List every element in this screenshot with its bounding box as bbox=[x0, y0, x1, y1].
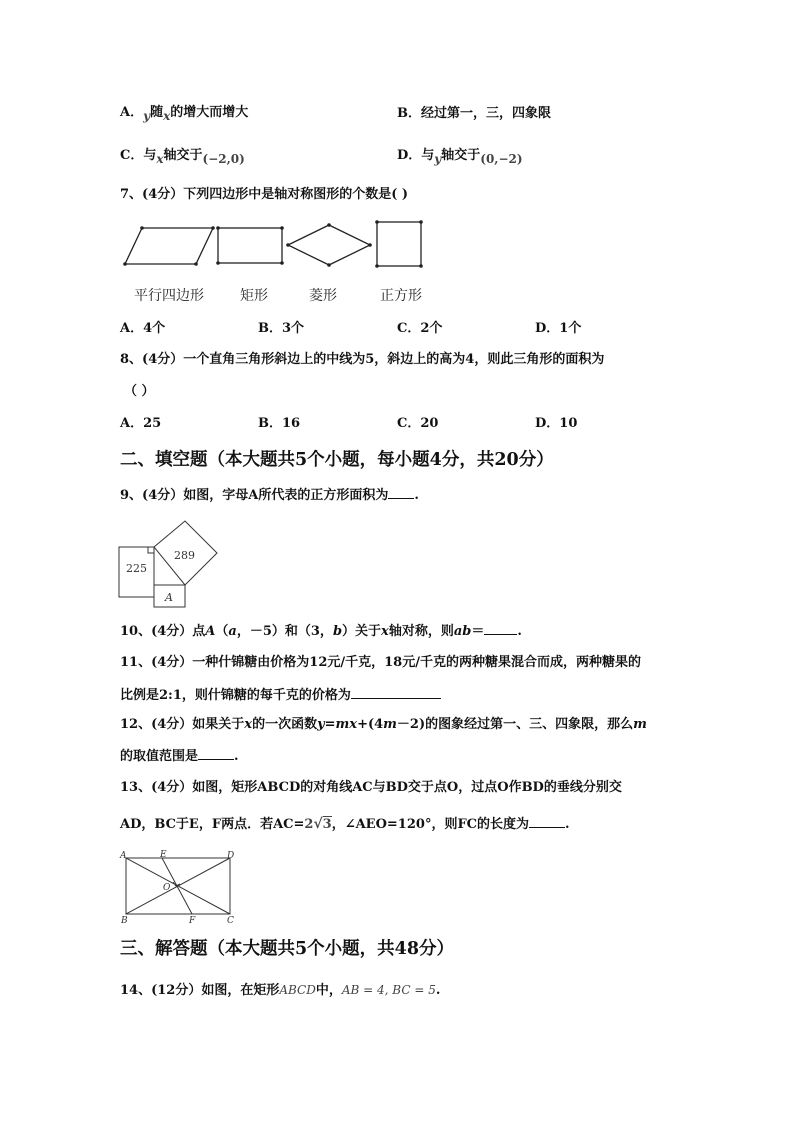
q6-option-c: C．与x轴交于(−2,0) bbox=[120, 148, 245, 166]
square-shape bbox=[377, 222, 421, 266]
q7-option-c: C．2个 bbox=[397, 321, 443, 336]
q9-stem: 9、(4分）如图，字母A所代表的正方形面积为 . bbox=[120, 488, 419, 503]
q9-blank bbox=[388, 486, 414, 499]
q7-option-b: B．3个 bbox=[258, 321, 305, 336]
q13-label-c: C bbox=[227, 916, 234, 926]
parallelogram-shape bbox=[125, 228, 213, 264]
q13-rectangle-figure bbox=[0, 848, 794, 928]
q14-stem: 14、(12分）如图，在矩形ABCD中，AB = 4, BC = 5. bbox=[120, 983, 441, 998]
rectangle-shape bbox=[218, 228, 282, 263]
caption-square: 正方形 bbox=[380, 288, 422, 304]
q13-label-b: B bbox=[121, 916, 128, 926]
q13-label-f: F bbox=[189, 916, 196, 926]
caption-parallelogram: 平行四边形 bbox=[134, 288, 204, 304]
q12-line2: 的取值范围是 . bbox=[120, 749, 239, 764]
q10-stem: 10、(4分）点A（a，－5）和（3，b）关于x轴对称，则ab＝ . bbox=[120, 624, 522, 639]
q13-line2: AD，BC于E，F两点．若AC=2√3，∠AEO=120°，则FC的长度为 . bbox=[120, 816, 570, 832]
q13-blank bbox=[529, 815, 565, 828]
q8-option-a: A．25 bbox=[120, 416, 162, 431]
q8-option-b: B．16 bbox=[258, 416, 301, 431]
section3-title: 三、解答题（本大题共5个小题，共48分） bbox=[120, 939, 455, 959]
q7-stem: 7、(4分）下列四边形中是轴对称图形的个数是( ) bbox=[120, 187, 409, 202]
section2-title: 二、填空题（本大题共5个小题，每小题4分，共20分） bbox=[120, 450, 554, 470]
q11-line2: 比例是2:1，则什锦糖的每千克的价格为 bbox=[120, 686, 441, 705]
q7-shapes-figure bbox=[0, 218, 794, 278]
q11-blank bbox=[351, 686, 441, 699]
q11-line1: 11、(4分）一种什锦糖由价格为12元/千克，18元/千克的两种糖果混合而成，两种糖果的 bbox=[120, 655, 641, 670]
q6-option-d: D．与y轴交于(0,−2) bbox=[397, 148, 523, 166]
q8-option-c: C．20 bbox=[397, 416, 439, 431]
q13-label-o: O bbox=[163, 883, 171, 893]
q9-label-289: 289 bbox=[174, 549, 195, 562]
q13-label-e: E bbox=[160, 850, 167, 860]
rhombus-shape bbox=[288, 225, 370, 265]
q8-stem: 8、(4分）一个直角三角形斜边上的中线为5，斜边上的高为4，则此三角形的面积为 bbox=[120, 352, 605, 367]
caption-rectangle: 矩形 bbox=[240, 288, 268, 304]
q7-option-d: D．1个 bbox=[535, 321, 582, 336]
q10-blank bbox=[484, 622, 517, 635]
q9-figure bbox=[0, 515, 794, 604]
q8-option-d: D．10 bbox=[535, 416, 578, 431]
q9-label-225: 225 bbox=[126, 562, 147, 575]
q9-label-a: A bbox=[165, 591, 173, 604]
q12-line1: 12、(4分）如果关于x的一次函数y=mx+(4m－2)的图象经过第一、三、四象限，那么m bbox=[120, 717, 647, 732]
caption-rhombus: 菱形 bbox=[309, 288, 337, 304]
q7-option-a: A．4个 bbox=[120, 321, 166, 336]
q12-blank bbox=[198, 747, 234, 760]
q13-label-a: A bbox=[120, 851, 127, 861]
q6-option-b: B．经过第一，三，四象限 bbox=[397, 106, 551, 121]
q6-option-a: A．y随x的增大而增大 bbox=[120, 105, 249, 123]
q8-paren: （ ） bbox=[124, 384, 155, 399]
q13-line1: 13、(4分）如图，矩形ABCD的对角线AC与BD交于点O，过点O作BD的垂线分别交 bbox=[120, 780, 622, 795]
q13-label-d: D bbox=[227, 851, 235, 861]
